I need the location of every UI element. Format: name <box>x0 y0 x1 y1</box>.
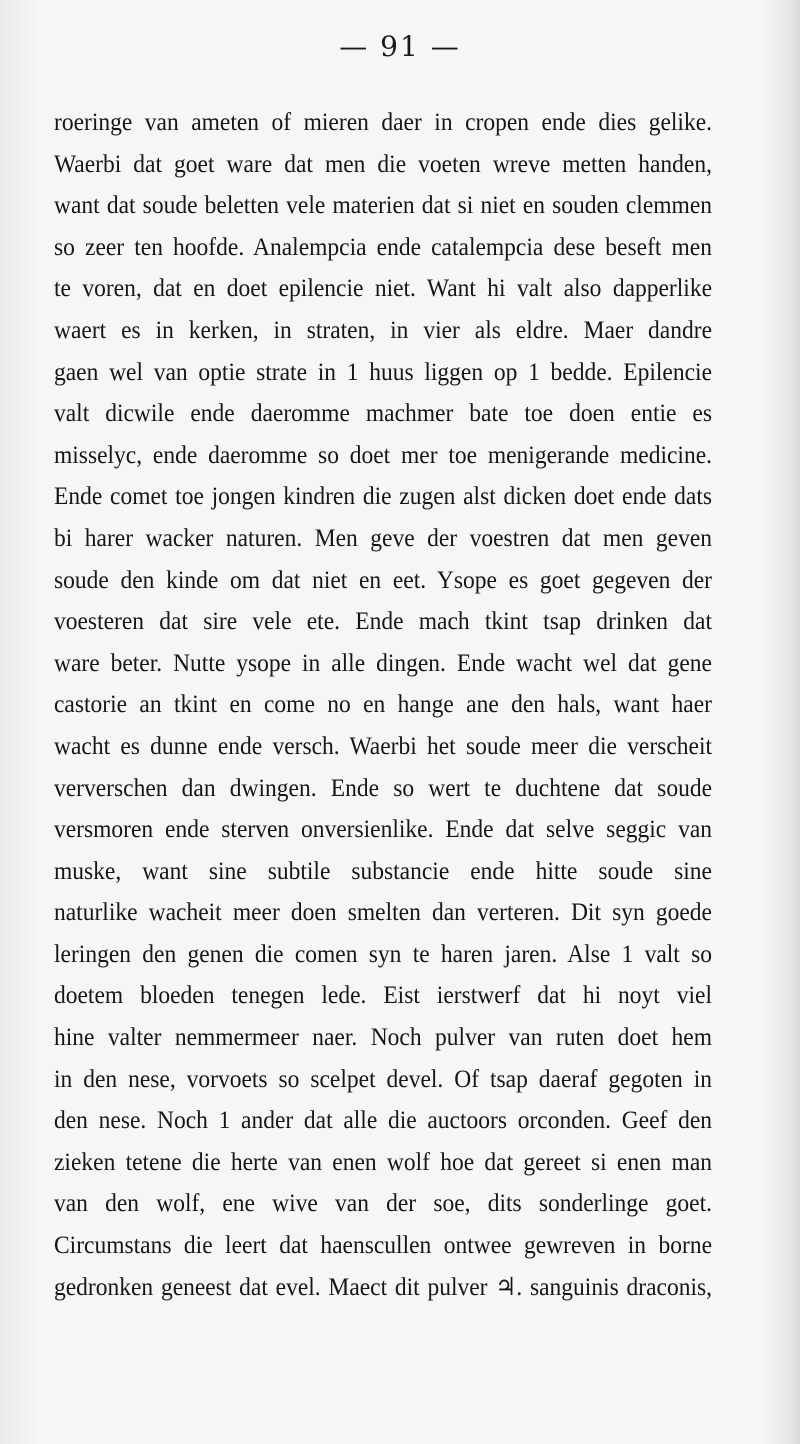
text-line: gedronken geneest dat evel. Maect dit pulver ♃. sanguinis draconis, <box>54 1273 712 1301</box>
text-line: soude den kinde om dat niet en eet. Ysope es goet gegeven der <box>54 566 712 594</box>
text-line: ververschen dan dwingen. Ende so wert te duchtene dat soude <box>54 774 712 802</box>
text-line: Circumstans die leert dat haenscullen ontwee gewreven in borne <box>54 1232 712 1260</box>
text-line: te voren, dat en doet epilencie niet. Want hi valt also dapperlike <box>54 275 712 303</box>
text-line: in den nese, vorvoets so scelpet devel. Of tsap daeraf gegoten in <box>54 1065 712 1093</box>
text-line: want dat soude beletten vele materien dat si niet en souden clemmen <box>54 192 712 220</box>
text-line: hine valter nemmermeer naer. Noch pulver van ruten doet hem <box>54 1024 712 1052</box>
text-line: bi harer wacker naturen. Men geve der voestren dat men geven <box>54 524 712 552</box>
text-line: ware beter. Nutte ysope in alle dingen. Ende wacht wel dat gene <box>54 649 712 677</box>
text-line: valt dicwile ende daeromme machmer bate toe doen entie es <box>54 400 712 428</box>
text-line: doetem bloeden tenegen lede. Eist ierstwerf dat hi noyt viel <box>54 982 712 1010</box>
text-line: castorie an tkint en come no en hange ane den hals, want haer <box>54 691 712 719</box>
text-line: wacht es dunne ende versch. Waerbi het soude meer die verscheit <box>54 732 712 760</box>
text-line: den nese. Noch 1 ander dat alle die auctoors orconden. Geef den <box>54 1107 712 1135</box>
text-line: Ende comet toe jongen kindren die zugen alst dicken doet ende dats <box>54 483 712 511</box>
text-line: Waerbi dat goet ware dat men die voeten wreve metten handen, <box>54 150 712 178</box>
text-line: muske, want sine subtile substancie ende hitte soude sine <box>54 857 712 885</box>
page-number: — 91 — <box>339 30 461 63</box>
text-line: versmoren ende sterven onversienlike. Ende dat selve seggic van <box>54 816 712 844</box>
text-line: naturlike wacheit meer doen smelten dan verteren. Dit syn goede <box>54 899 712 927</box>
text-line: gaen wel van optie strate in 1 huus liggen op 1 bedde. Epilencie <box>54 358 712 386</box>
text-line: misselyc, ende daeromme so doet mer toe menigerande medicine. <box>54 441 712 469</box>
text-line: leringen den genen die comen syn te haren jaren. Alse 1 valt so <box>54 940 712 968</box>
body-text <box>54 102 712 1308</box>
text-line: voesteren dat sire vele ete. Ende mach tkint tsap drinken dat <box>54 608 712 636</box>
text-line: zieken tetene die herte van enen wolf hoe dat gereet si enen man <box>54 1148 712 1176</box>
text-line: so zeer ten hoofde. Analempcia ende catalempcia dese beseft men <box>54 233 712 261</box>
text-line: roeringe van ameten of mieren daer in cropen ende dies gelike. <box>54 109 712 136</box>
text-line: waert es in kerken, in straten, in vier als eldre. Maer dandre <box>54 316 712 344</box>
text-line: van den wolf, ene wive van der soe, dits sonderlinge goet. <box>54 1190 712 1218</box>
